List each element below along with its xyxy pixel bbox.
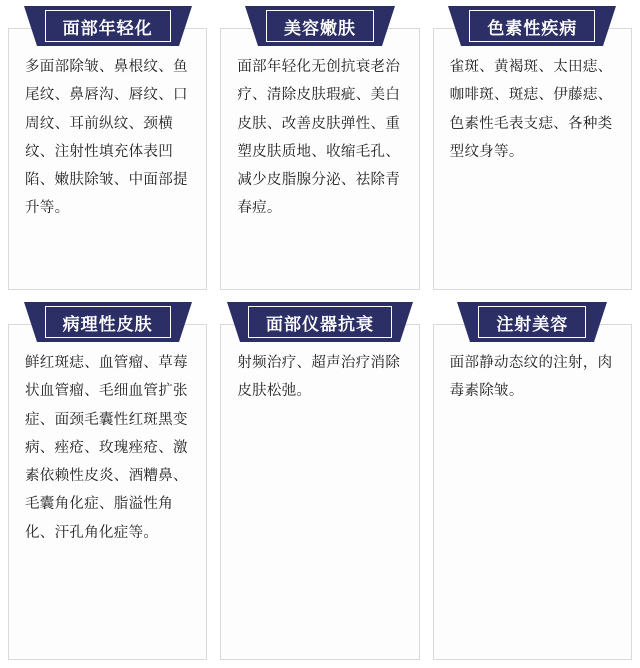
card-title: 面部年轻化: [62, 18, 153, 38]
card-title-ribbon: [37, 6, 179, 46]
card-body: 射频治疗、超声治疗消除皮肤松弛。: [220, 324, 419, 660]
card-title-ribbon: [470, 302, 594, 342]
card-body: 面部年轻化无创抗衰老治疗、清除皮肤瑕疵、美白皮肤、改善皮肤弹性、重塑皮肤质地、收缩毛孔、减少皮脂腺分泌、祛除青春痘。: [220, 28, 419, 290]
card-title-ribbon: [258, 6, 382, 46]
card-beauty-skin-rejuvenation: [220, 6, 419, 290]
card-title: 面部仪器抗衰: [265, 314, 374, 334]
card-title: 注射美容: [496, 314, 569, 334]
card-body: 雀斑、黄褐斑、太田痣、咖啡斑、斑痣、伊藤痣、色素性毛表支痣、各种类型纹身等。: [433, 28, 632, 290]
card-title: 美容嫩肤: [283, 18, 356, 38]
card-title-ribbon: [240, 302, 400, 342]
card-title-ribbon: [461, 6, 603, 46]
card-pigmentary-disorders: [433, 6, 632, 290]
card-injection-cosmetology: [433, 302, 632, 660]
card-body: 面部静动态纹的注射，肉毒素除皱。: [433, 324, 632, 660]
card-body: 鲜红斑痣、血管瘤、草莓状血管瘤、毛细血管扩张症、面颈毛囊性红斑黑变病、痤疮、玫瑰痤疮、激素依赖性皮炎、酒糟鼻、毛囊角化症、脂溢性角化、汗孔角化症等。: [8, 324, 207, 660]
card-body: 多面部除皱、鼻根纹、鱼尾纹、鼻唇沟、唇纹、口周纹、耳前纵纹、颈横纹、注射性填充体表凹陷、嫩肤除皱、中面部提升等。: [8, 28, 207, 290]
card-facial-rejuvenation: [8, 6, 207, 290]
card-facial-device-antiaging: [220, 302, 419, 660]
card-title-ribbon: [37, 302, 179, 342]
card-title: 病理性皮肤: [62, 314, 153, 334]
card-title: 色素性疾病: [487, 18, 578, 38]
card-pathological-skin: [8, 302, 207, 660]
